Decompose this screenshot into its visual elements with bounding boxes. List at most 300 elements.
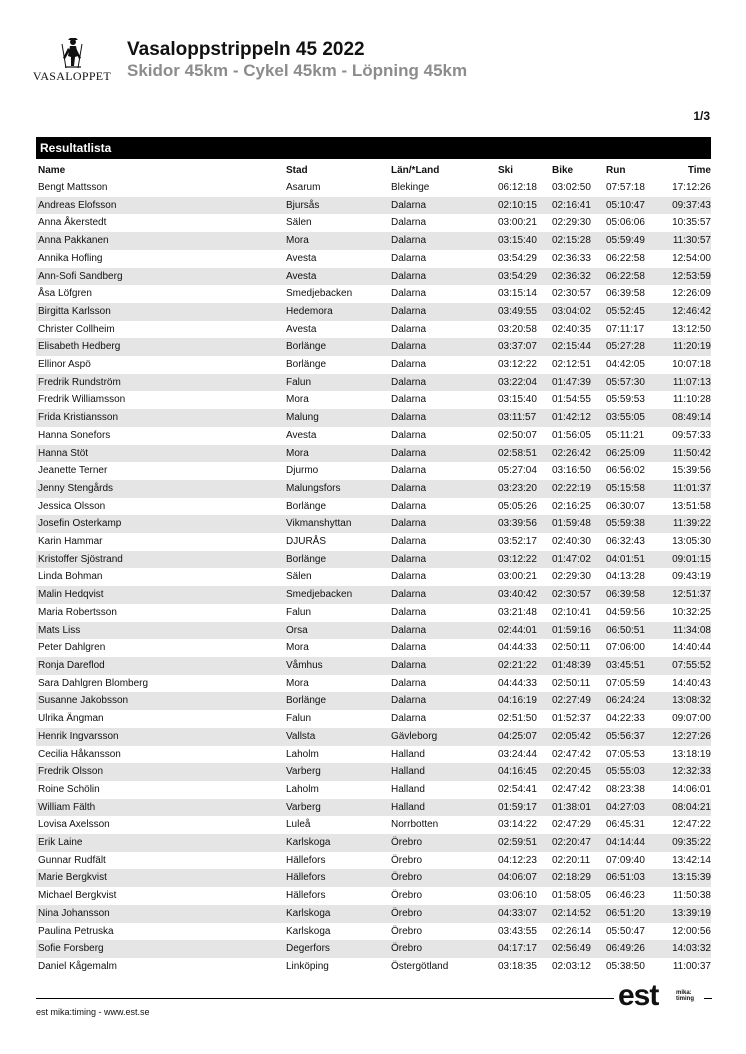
cell-ski: 03:11:57 [498, 409, 552, 427]
cell-lan: Dalarna [391, 268, 498, 286]
cell-stad: Hällefors [286, 869, 391, 887]
cell-lan: Halland [391, 763, 498, 781]
table-row [36, 374, 711, 392]
table-row [36, 515, 711, 533]
cell-time: 15:39:56 [672, 465, 711, 477]
cell-lan: Halland [391, 799, 498, 817]
cell-stad: Borlänge [286, 338, 391, 356]
cell-ski: 04:17:17 [498, 940, 552, 958]
cell-time: 14:40:44 [672, 642, 711, 654]
cell-bike: 02:36:32 [552, 268, 606, 286]
cell-ski: 05:27:04 [498, 465, 537, 477]
cell-name: Ann-Sofi Sandberg [36, 268, 286, 286]
cell-bike: 01:54:55 [552, 394, 591, 406]
cell-ski: 02:50:07 [498, 429, 537, 441]
cell-stad: Laholm [286, 748, 319, 760]
cell-time: 17:12:26 [672, 182, 711, 193]
cell-run: 06:50:51 [606, 622, 668, 640]
table-row [36, 675, 711, 693]
cell-time: 11:50:42 [668, 445, 711, 463]
cell-ski: 03:00:21 [498, 571, 537, 583]
cell-name: William Fälth [36, 799, 286, 817]
cell-name: Gunnar Rudfält [38, 854, 106, 866]
cell-name: Mats Liss [36, 622, 286, 640]
cell-name: Jenny Stengårds [36, 480, 286, 498]
cell-ski: 05:05:26 [498, 500, 537, 512]
cell-time: 14:06:01 [672, 783, 711, 795]
cell-run: 05:52:45 [606, 303, 668, 321]
cell-name: Ulrika Ängman [38, 713, 104, 725]
cell-lan: Gävleborg [391, 728, 498, 746]
cell-lan: Dalarna [391, 409, 498, 427]
column-header-name: Name [38, 165, 66, 176]
cell-lan: Dalarna [391, 677, 427, 689]
table-body [36, 179, 711, 976]
column-header-stad: Stad [286, 165, 308, 176]
cell-lan: Halland [391, 748, 425, 760]
cell-ski: 04:06:07 [498, 869, 552, 887]
cell-lan: Dalarna [391, 197, 498, 215]
table-row [36, 338, 711, 356]
cell-stad: Hedemora [286, 303, 391, 321]
cell-stad: Borlänge [286, 551, 391, 569]
cell-lan: Dalarna [391, 536, 427, 548]
cell-time: 09:35:22 [668, 834, 711, 852]
cell-run: 05:11:21 [606, 429, 645, 441]
cell-ski: 03:21:48 [498, 606, 537, 618]
cell-stad: Avesta [286, 268, 391, 286]
cell-lan: Örebro [391, 869, 498, 887]
cell-name: Marie Bergkvist [36, 869, 286, 887]
table-row [36, 728, 711, 746]
cell-lan: Dalarna [391, 217, 427, 229]
cell-run: 06:32:43 [606, 536, 645, 548]
cell-stad: Asarum [286, 182, 321, 193]
cell-stad: Borlänge [286, 692, 391, 710]
cell-ski: 03:49:55 [498, 303, 552, 321]
cell-name: Josefin Osterkamp [36, 515, 286, 533]
cell-run: 04:14:44 [606, 834, 668, 852]
cell-ski: 04:12:23 [498, 854, 537, 866]
cell-time: 10:32:25 [672, 606, 711, 618]
cell-lan: Örebro [391, 854, 423, 866]
cell-lan: Dalarna [391, 500, 427, 512]
cell-name: Christer Collheim [38, 323, 115, 335]
cell-time: 11:20:19 [668, 338, 711, 356]
cell-ski: 03:12:22 [498, 551, 552, 569]
cell-ski: 04:16:19 [498, 692, 552, 710]
cell-name: Roine Schölin [38, 783, 100, 795]
cell-bike: 01:48:39 [552, 657, 606, 675]
cell-name: Maria Robertsson [38, 606, 117, 618]
cell-name: Sara Dahlgren Blomberg [38, 677, 149, 689]
cell-run: 03:45:51 [606, 657, 668, 675]
est-logo [618, 979, 710, 1014]
cell-name: Lovisa Axelsson [38, 819, 110, 831]
cell-name: Hanna Sonefors [38, 429, 111, 441]
cell-bike: 01:38:01 [552, 799, 606, 817]
cell-stad: Hällefors [286, 854, 326, 866]
cell-lan: Halland [391, 783, 425, 795]
table-row [36, 179, 711, 197]
mika-timing-text: mika: timing [676, 990, 694, 1002]
cell-bike: 02:26:14 [552, 925, 591, 937]
cell-ski: 02:54:41 [498, 783, 537, 795]
cell-ski: 02:10:15 [498, 197, 552, 215]
cell-bike: 02:27:49 [552, 692, 606, 710]
cell-run: 03:55:05 [606, 409, 668, 427]
cell-ski: 03:43:55 [498, 925, 537, 937]
cell-ski: 02:21:22 [498, 657, 552, 675]
cell-stad: Karlskoga [286, 905, 391, 923]
cell-lan: Dalarna [391, 622, 498, 640]
table-row [36, 480, 711, 498]
results-table [36, 162, 711, 976]
cell-run: 05:56:37 [606, 728, 668, 746]
cell-bike: 01:47:02 [552, 551, 606, 569]
cell-bike: 02:47:29 [552, 819, 591, 831]
cell-lan: Norrbotten [391, 819, 439, 831]
cell-lan: Blekinge [391, 182, 430, 193]
cell-lan: Dalarna [391, 692, 498, 710]
cell-name: Susanne Jakobsson [36, 692, 286, 710]
cell-time: 11:00:37 [672, 960, 711, 972]
cell-bike: 01:56:05 [552, 429, 591, 441]
cell-run: 06:49:26 [606, 940, 668, 958]
cell-lan: Dalarna [391, 323, 427, 335]
cell-time: 13:12:50 [672, 323, 711, 335]
cell-name: Fredrik Williamsson [38, 394, 126, 406]
cell-name: Ronja Dareflod [36, 657, 286, 675]
cell-run: 07:11:17 [606, 323, 645, 335]
cell-lan: Dalarna [391, 232, 498, 250]
cell-lan: Dalarna [391, 586, 498, 604]
cell-run: 06:22:58 [606, 268, 668, 286]
cell-ski: 03:54:29 [498, 268, 552, 286]
cell-ski: 03:39:56 [498, 515, 552, 533]
cell-bike: 01:42:12 [552, 409, 606, 427]
table-row [36, 958, 711, 976]
cell-run: 08:23:38 [606, 783, 645, 795]
cell-ski: 03:15:14 [498, 288, 537, 300]
cell-bike: 01:59:16 [552, 622, 606, 640]
cell-run: 05:50:47 [606, 925, 645, 937]
cell-lan: Dalarna [391, 551, 498, 569]
cell-run: 06:51:20 [606, 905, 668, 923]
cell-time: 13:39:19 [668, 905, 711, 923]
page-subtitle: Skidor 45km - Cykel 45km - Löpning 45km [127, 61, 468, 80]
cell-bike: 01:47:39 [552, 374, 606, 392]
table-row [36, 657, 711, 675]
cell-bike: 02:05:42 [552, 728, 606, 746]
cell-lan: Dalarna [391, 252, 427, 264]
cell-ski: 02:51:50 [498, 713, 537, 725]
cell-run: 07:06:00 [606, 642, 645, 654]
cell-stad: Varberg [286, 799, 391, 817]
cell-name: Linda Bohman [38, 571, 103, 583]
table-row [36, 940, 711, 958]
cell-lan: Dalarna [391, 480, 498, 498]
cell-name: Ellinor Aspö [38, 359, 91, 371]
cell-run: 06:39:58 [606, 586, 668, 604]
cell-run: 05:57:30 [606, 374, 668, 392]
cell-lan: Dalarna [391, 394, 427, 406]
cell-ski: 03:24:44 [498, 748, 537, 760]
cell-time: 11:50:38 [672, 890, 711, 902]
cell-stad: Borlänge [286, 359, 327, 371]
cell-time: 12:00:56 [672, 925, 711, 937]
cell-name: Birgitta Karlsson [36, 303, 286, 321]
cell-name: Erik Laine [36, 834, 286, 852]
cell-run: 05:10:47 [606, 197, 668, 215]
cell-bike: 03:16:50 [552, 465, 591, 477]
cell-run: 05:59:49 [606, 232, 668, 250]
cell-run: 06:24:24 [606, 692, 668, 710]
cell-ski: 04:44:33 [498, 677, 537, 689]
cell-name: Sofie Forsberg [36, 940, 286, 958]
cell-bike: 01:52:37 [552, 713, 591, 725]
cell-bike: 02:10:41 [552, 606, 591, 618]
cell-ski: 04:16:45 [498, 763, 552, 781]
footer-divider [36, 998, 614, 999]
table-row [36, 568, 711, 586]
skier-icon [32, 36, 112, 70]
cell-bike: 02:47:42 [552, 748, 591, 760]
cell-time: 09:37:43 [668, 197, 711, 215]
table-row [36, 639, 711, 657]
cell-time: 13:05:30 [672, 536, 711, 548]
cell-stad: Varberg [286, 763, 391, 781]
cell-name: Kristoffer Sjöstrand [36, 551, 286, 569]
cell-name: Andreas Elofsson [36, 197, 286, 215]
cell-ski: 03:15:40 [498, 232, 552, 250]
cell-ski: 02:58:51 [498, 445, 552, 463]
cell-time: 08:04:21 [668, 799, 711, 817]
column-header-run: Run [606, 165, 626, 176]
cell-bike: 02:14:52 [552, 905, 606, 923]
cell-time: 12:32:33 [668, 763, 711, 781]
cell-lan: Dalarna [391, 465, 427, 477]
column-header-ski: Ski [498, 165, 514, 176]
cell-run: 04:13:28 [606, 571, 645, 583]
cell-lan: Dalarna [391, 374, 498, 392]
cell-lan: Örebro [391, 925, 423, 937]
cell-stad: Avesta [286, 323, 317, 335]
table-row [36, 887, 711, 905]
table-row [36, 232, 711, 250]
cell-ski: 03:14:22 [498, 819, 537, 831]
table-row [36, 427, 711, 445]
cell-bike: 02:29:30 [552, 217, 591, 229]
cell-time: 11:01:37 [668, 480, 711, 498]
cell-time: 13:42:14 [672, 854, 711, 866]
cell-bike: 02:20:45 [552, 763, 606, 781]
table-row [36, 763, 711, 781]
cell-stad: Hällefors [286, 890, 326, 902]
cell-ski: 03:52:17 [498, 536, 537, 548]
cell-bike: 02:15:44 [552, 338, 606, 356]
cell-stad: Borlänge [286, 500, 327, 512]
cell-ski: 03:00:21 [498, 217, 537, 229]
cell-time: 12:26:09 [672, 288, 711, 300]
cell-name: Henrik Ingvarsson [36, 728, 286, 746]
cell-bike: 02:36:33 [552, 252, 591, 264]
footer-text: est mika:timing - www.est.se [36, 1007, 150, 1017]
column-header-bike: Bike [552, 165, 574, 176]
cell-lan: Örebro [391, 940, 498, 958]
cell-name: Jeanette Terner [38, 465, 108, 477]
vasaloppet-logo [32, 36, 112, 84]
cell-lan: Dalarna [391, 445, 498, 463]
cell-run: 04:27:03 [606, 799, 668, 817]
cell-stad: Karlskoga [286, 834, 391, 852]
cell-lan: Dalarna [391, 515, 498, 533]
table-row [36, 710, 711, 728]
cell-bike: 02:26:42 [552, 445, 606, 463]
cell-stad: Mora [286, 677, 309, 689]
est-logo-text: est [618, 979, 659, 1012]
cell-stad: Sälen [286, 571, 312, 583]
cell-bike: 02:20:47 [552, 834, 606, 852]
cell-stad: Falun [286, 374, 391, 392]
cell-ski: 03:22:04 [498, 374, 552, 392]
cell-stad: Laholm [286, 783, 319, 795]
cell-lan: Örebro [391, 890, 423, 902]
cell-stad: Mora [286, 232, 391, 250]
table-row [36, 622, 711, 640]
cell-time: 14:40:43 [672, 677, 711, 689]
table-row [36, 586, 711, 604]
cell-name: Bengt Mattsson [38, 182, 108, 193]
cell-ski: 03:54:29 [498, 252, 537, 264]
cell-bike: 02:22:19 [552, 480, 606, 498]
cell-run: 07:05:53 [606, 748, 645, 760]
cell-time: 08:49:14 [668, 409, 711, 427]
table-row [36, 852, 711, 870]
cell-bike: 03:04:02 [552, 303, 606, 321]
cell-stad: Djurmo [286, 465, 319, 477]
cell-lan: Dalarna [391, 429, 427, 441]
cell-run: 04:01:51 [606, 551, 668, 569]
cell-stad: Orsa [286, 622, 391, 640]
cell-stad: Bjursås [286, 197, 391, 215]
cell-name: Annika Hofling [38, 252, 103, 264]
cell-run: 06:56:02 [606, 465, 645, 477]
cell-run: 06:25:09 [606, 445, 668, 463]
footer-divider-tail [704, 998, 712, 999]
table-row [36, 197, 711, 215]
section-title: Resultatlista [40, 141, 112, 155]
cell-stad: Våmhus [286, 657, 391, 675]
cell-time: 11:07:13 [668, 374, 711, 392]
cell-run: 06:51:03 [606, 869, 668, 887]
cell-lan: Dalarna [391, 571, 427, 583]
column-header-lan: Län/*Land [391, 165, 440, 176]
cell-name: Åsa Löfgren [38, 288, 92, 300]
cell-run: 05:55:03 [606, 763, 668, 781]
cell-ski: 01:59:17 [498, 799, 552, 817]
cell-stad: DJURÅS [286, 536, 327, 548]
cell-ski: 03:23:20 [498, 480, 552, 498]
cell-stad: Falun [286, 713, 312, 725]
cell-run: 05:59:38 [606, 515, 668, 533]
column-header-time: Time [687, 165, 711, 176]
cell-bike: 02:12:51 [552, 359, 591, 371]
cell-lan: Dalarna [391, 303, 498, 321]
cell-name: Daniel Kågemalm [38, 960, 117, 972]
cell-time: 11:34:08 [668, 622, 711, 640]
cell-time: 12:51:37 [668, 586, 711, 604]
cell-stad: Malung [286, 409, 391, 427]
cell-stad: Malungsfors [286, 480, 391, 498]
page-number: 1/3 [693, 109, 710, 123]
cell-time: 11:10:28 [672, 394, 711, 406]
cell-ski: 03:12:22 [498, 359, 537, 371]
cell-name: Michael Bergkvist [38, 890, 117, 902]
table-row [36, 781, 711, 799]
cell-bike: 02:30:57 [552, 586, 606, 604]
cell-stad: Falun [286, 606, 312, 618]
cell-time: 12:47:22 [672, 819, 711, 831]
table-row [36, 604, 711, 622]
cell-bike: 03:02:50 [552, 182, 591, 193]
table-row [36, 923, 711, 941]
cell-name: Fredrik Rundström [36, 374, 286, 392]
cell-ski: 04:44:33 [498, 642, 537, 654]
table-row [36, 533, 711, 551]
cell-run: 04:22:33 [606, 713, 645, 725]
cell-time: 10:35:57 [672, 217, 711, 229]
cell-bike: 02:40:30 [552, 536, 591, 548]
table-row [36, 692, 711, 710]
cell-lan: Örebro [391, 834, 498, 852]
cell-name: Hanna Stöt [36, 445, 286, 463]
cell-name: Anna Pakkanen [36, 232, 286, 250]
cell-stad: Sälen [286, 217, 312, 229]
cell-lan: Dalarna [391, 713, 427, 725]
cell-bike: 02:30:57 [552, 288, 591, 300]
page-title: Vasaloppstrippeln 45 2022 [127, 39, 365, 60]
table-row [36, 816, 711, 834]
cell-stad: Mora [286, 445, 391, 463]
table-row [36, 445, 711, 463]
cell-stad: Mora [286, 642, 309, 654]
cell-stad: Avesta [286, 429, 317, 441]
cell-bike: 02:16:41 [552, 197, 606, 215]
cell-lan: Örebro [391, 905, 498, 923]
table-row [36, 409, 711, 427]
cell-run: 05:38:50 [606, 960, 645, 972]
cell-ski: 02:44:01 [498, 622, 552, 640]
table-row [36, 356, 711, 374]
table-row [36, 391, 711, 409]
cell-run: 06:22:58 [606, 252, 645, 264]
cell-ski: 03:40:42 [498, 586, 552, 604]
cell-run: 06:46:23 [606, 890, 645, 902]
cell-name: Malin Hedqvist [36, 586, 286, 604]
logo-text: VASALOPPET [32, 69, 112, 83]
cell-ski: 03:15:40 [498, 394, 537, 406]
cell-name: Elisabeth Hedberg [36, 338, 286, 356]
cell-run: 06:39:58 [606, 288, 645, 300]
cell-run: 04:42:05 [606, 359, 645, 371]
cell-ski: 04:25:07 [498, 728, 552, 746]
cell-lan: Dalarna [391, 606, 427, 618]
cell-ski: 03:37:07 [498, 338, 552, 356]
cell-lan: Dalarna [391, 288, 427, 300]
cell-run: 07:57:18 [606, 182, 645, 193]
cell-ski: 03:20:58 [498, 323, 537, 335]
